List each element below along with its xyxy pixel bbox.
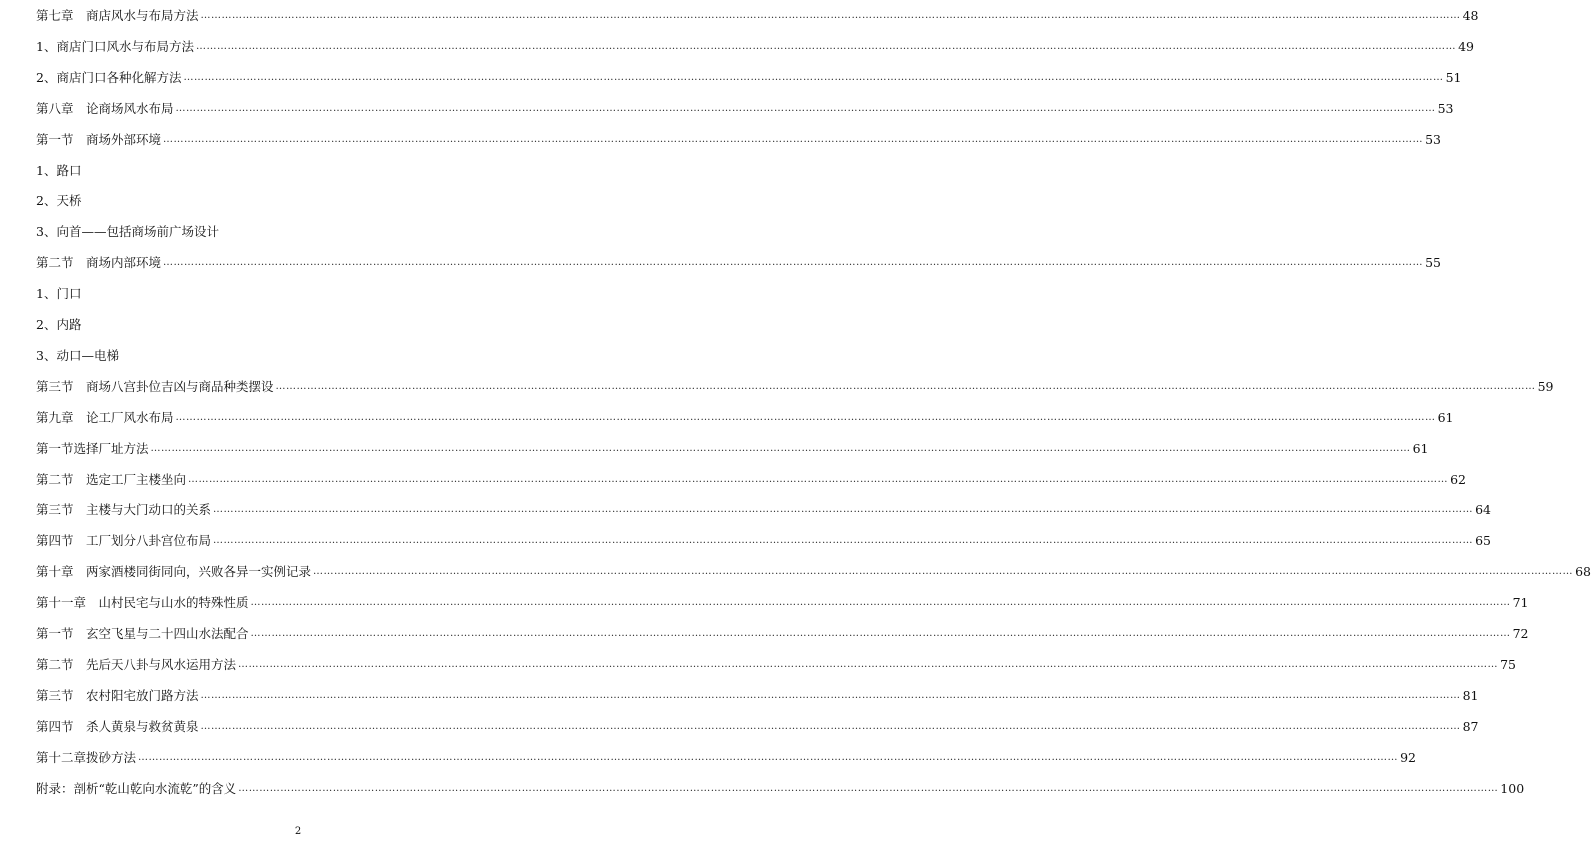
toc-entry[interactable] [36, 777, 1525, 797]
toc-leader-dots: ……………………………………………………………………………………………………………………………………………………………………………………………………………………………………………………………………………………………………………………………… [138, 751, 1399, 763]
toc-leader-dots: ……………………………………………………………………………………………………………………………………………………………………………………………………………………………………………………………………………………………………………………………… [238, 782, 1499, 794]
toc-entry-page: 61 [1412, 440, 1429, 456]
toc-leader-dots: ……………………………………………………………………………………………………………………………………………………………………………………………………………………………………………………………………………………………………………………………… [188, 473, 1449, 485]
toc-entry[interactable] [36, 406, 1454, 426]
toc-leader-dots: ……………………………………………………………………………………………………………………………………………………………………………………………………………………………………………………………………………………………………………………………… [150, 442, 1411, 454]
toc-entry-title: 第三节 农村阳宅放门路方法 [36, 687, 199, 703]
toc-entry[interactable] [36, 220, 554, 240]
page-number: 2 [294, 826, 302, 837]
toc-entry-title: 附录：剖析“乾山乾向水流乾”的含义 [36, 780, 237, 796]
toc-entry-page: 71 [1512, 595, 1529, 611]
toc-entry-page: 49 [1458, 38, 1474, 54]
toc-leader-dots: ……………………………………………………………………………………………………………………………………………………………………………………………………………………………………………………………………………………………………………………………… [200, 689, 1461, 701]
toc-entry-page: 61 [1437, 409, 1454, 425]
toc-entry[interactable] [36, 97, 1454, 117]
toc-entry[interactable] [36, 468, 1467, 488]
toc-entry-title: 第十章 两家酒楼同街同向，兴败各异一实例记录 [36, 564, 312, 580]
toc-leader-dots: ……………………………………………………………………………………………………………………………………………………………………………………………………………………………………………………………………………………………………………………………… [250, 628, 1511, 639]
toc-leader-dots: ……………………………………………………………………………………………………………………………………………………………………………………………………………………………………………………………………………………………………………………………… [275, 380, 1536, 392]
toc-entry[interactable] [36, 653, 1517, 673]
toc-entry[interactable] [36, 622, 1529, 642]
toc-entry[interactable] [36, 375, 1554, 395]
toc-entry[interactable] [36, 746, 1417, 766]
toc-leader-dots: ……………………………………………………………………………………………………………………………………………………………………………………………………………………………………………………………………………………………………………………………… [200, 720, 1461, 732]
toc-entry-title: 3、向首——包括商场前广场设计 [36, 224, 219, 240]
toc-entry[interactable] [36, 159, 554, 179]
toc-entry-title: 2、商店门口各种化解方法 [36, 69, 182, 85]
toc-entry-page: 72 [1512, 626, 1529, 641]
toc-entry-page: 81 [1462, 687, 1479, 703]
toc-entry-title: 第一节选择厂址方法 [36, 440, 149, 456]
toc-entry-page: 48 [1462, 8, 1479, 23]
toc-leader-dots: ……………………………………………………………………………………………………………………………………………………………………………………………………………………………………………………………………………………………………………………………… [163, 257, 1424, 269]
toc-entry-page: 65 [1475, 533, 1492, 549]
toc-entry[interactable] [36, 684, 1479, 704]
toc-leader-dots: ……………………………………………………………………………………………………………………………………………………………………………………………………………………………………………………………………………………………………………………………… [213, 535, 1474, 547]
toc-entry-title: 第十二章拨砂方法 [36, 749, 137, 765]
toc-entry-title: 1、门口 [36, 286, 82, 302]
toc-entry-page: 51 [1445, 69, 1462, 85]
toc-entry-page: 55 [1425, 255, 1442, 271]
toc-entry[interactable] [36, 35, 1474, 55]
toc-entry-title: 第四节 工厂划分八卦宫位布局 [36, 533, 212, 549]
toc-entry-page: 87 [1462, 718, 1479, 734]
toc-leader-dots: ……………………………………………………………………………………………………………………………………………………………………………………………………………………………………………………………………………………………………………………………… [213, 504, 1474, 516]
toc-entry-page: 53 [1437, 100, 1454, 116]
toc-leader-dots: ……………………………………………………………………………………………………………………………………………………………………………………………………………………………………………………………………………………………………………………………… [175, 411, 1436, 423]
toc-entry-page: 53 [1425, 131, 1442, 147]
toc-leader-dots: ……………………………………………………………………………………………………………………………………………………………………………………………………………………………………………………………………………………………………………………………… [175, 102, 1436, 114]
toc-entry-title: 第二节 选定工厂主楼坐向 [36, 471, 187, 487]
toc-entry[interactable] [36, 715, 1479, 735]
toc-entry-page: 75 [1500, 656, 1517, 672]
toc-entry[interactable] [36, 344, 554, 364]
toc-leader-dots: ……………………………………………………………………………………………………………………………………………………………………………………………………………………………………………………………………………………………………………………………… [195, 40, 1456, 52]
toc-entry-title: 2、天桥 [36, 193, 82, 209]
toc-entry[interactable] [36, 4, 1479, 24]
toc-entry[interactable] [36, 529, 1492, 549]
toc-entry-page: 100 [1500, 780, 1525, 796]
toc-entry[interactable] [36, 189, 554, 209]
toc-entry-page: 92 [1400, 749, 1417, 765]
toc-entry[interactable] [36, 282, 554, 302]
toc-entry-page: 59 [1537, 378, 1554, 394]
toc-entry-title: 第三节 主楼与大门动口的关系 [36, 502, 212, 518]
toc-entry-page: 62 [1450, 471, 1467, 487]
toc-entry-title: 第二节 先后天八卦与风水运用方法 [36, 656, 237, 672]
toc-entry-title: 第一节 商场外部环境 [36, 131, 162, 147]
toc-leader-dots: ……………………………………………………………………………………………………………………………………………………………………………………………………………………………………………………………………………………………………………………………… [163, 133, 1424, 145]
toc-entry-title: 1、商店门口风水与布局方法 [36, 38, 194, 54]
toc-entry[interactable] [36, 128, 1442, 148]
toc-entry[interactable] [36, 313, 554, 333]
toc-leader-dots: ……………………………………………………………………………………………………………………………………………………………………………………………………………………………………………………………………………………………………………………………… [200, 10, 1461, 21]
toc-entry[interactable] [36, 591, 1529, 611]
toc-entry-title: 第九章 论工厂风水布局 [36, 409, 174, 425]
toc-entry-title: 第七章 商店风水与布局方法 [36, 8, 199, 23]
toc-entry-title: 第二节 商场内部环境 [36, 255, 162, 271]
toc-entry-title: 第三节 商场八宫卦位吉凶与商品种类摆设 [36, 378, 274, 394]
toc-leader-dots: ……………………………………………………………………………………………………………………………………………………………………………………………………………………………………………………………………………………………………………………………… [313, 566, 1574, 578]
toc-entry[interactable] [36, 498, 1492, 518]
toc-entry-title: 第一节 玄空飞星与二十四山水法配合 [36, 626, 249, 641]
toc-entry-title: 3、动口—电梯 [36, 347, 119, 363]
toc-entry-title: 第四节 杀人黄泉与救贫黄泉 [36, 718, 199, 734]
toc-entry-title: 第十一章 山村民宅与山水的特殊性质 [36, 595, 249, 611]
toc-entry[interactable] [36, 251, 1442, 271]
toc-entry-title: 1、路口 [36, 162, 82, 178]
toc-entry-page: 68 [1575, 564, 1591, 580]
toc-entry-title: 2、内路 [36, 317, 82, 332]
toc-leader-dots: ……………………………………………………………………………………………………………………………………………………………………………………………………………………………………………………………………………………………………………………………… [183, 71, 1444, 83]
toc-leader-dots: ……………………………………………………………………………………………………………………………………………………………………………………………………………………………………………………………………………………………………………………………… [238, 658, 1499, 670]
toc-entry-title: 第八章 论商场风水布局 [36, 100, 174, 116]
toc-entry-page: 64 [1475, 502, 1492, 518]
toc-entry[interactable] [36, 560, 1591, 580]
toc-entry[interactable] [36, 437, 1429, 457]
toc-leader-dots: ……………………………………………………………………………………………………………………………………………………………………………………………………………………………………………………………………………………………………………………………… [250, 597, 1511, 609]
toc-entry[interactable] [36, 66, 1462, 86]
